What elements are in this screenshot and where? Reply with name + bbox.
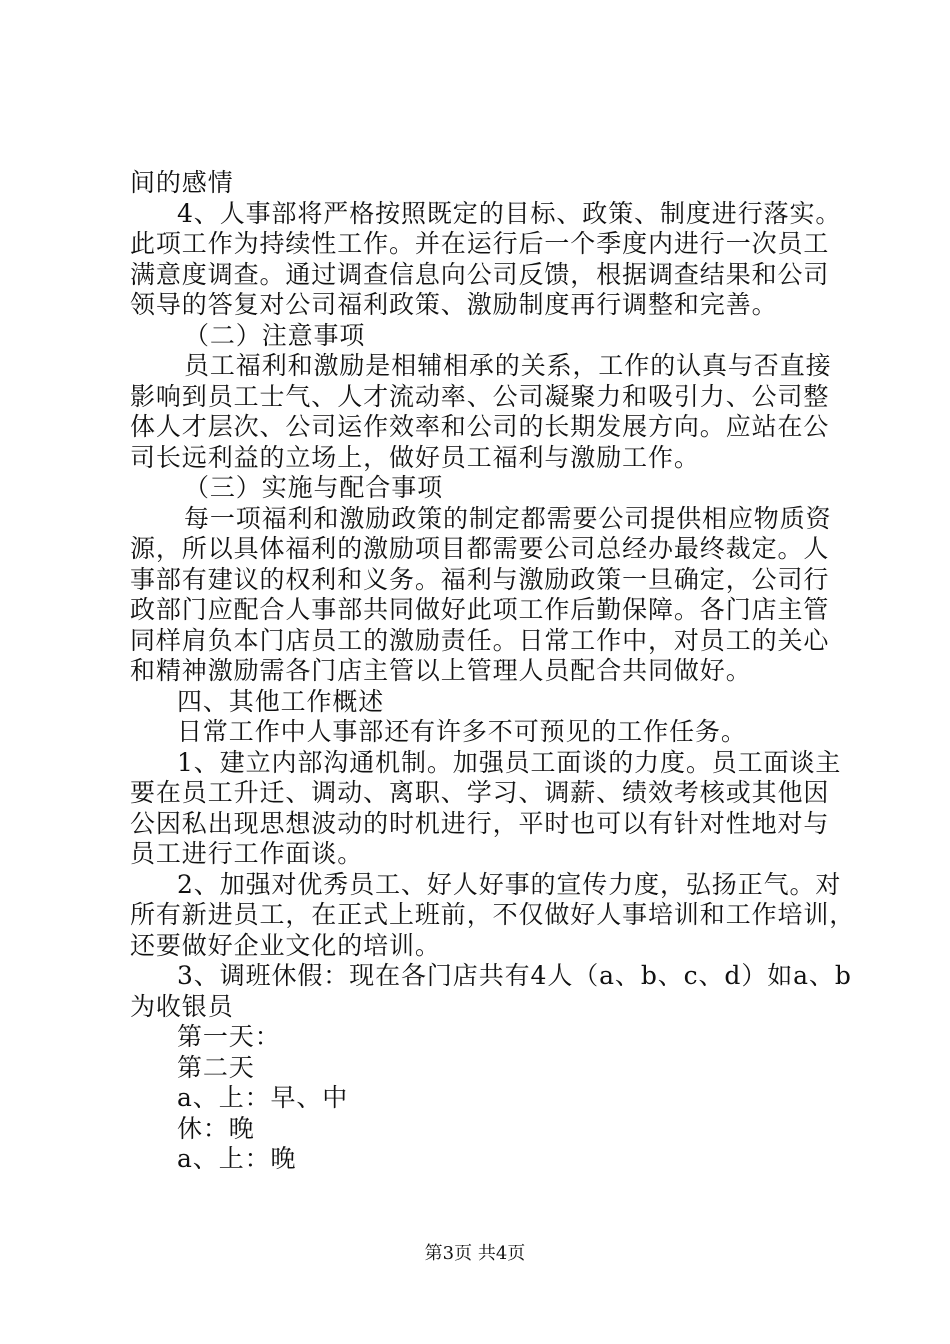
schedule-line: a、上：早、中 [177, 1083, 349, 1112]
text-line: 公因私出现思想波动的时机进行，平时也可以有针对性地对与 [130, 808, 830, 838]
text-line: 事部有建议的权利和义务。福利与激励政策一旦确定，公司行 [130, 564, 830, 594]
schedule-line: 第一天： [177, 1022, 281, 1051]
schedule-line: 休：晚 [177, 1113, 255, 1143]
text-line: 2、加强对优秀员工、好人好事的宣传力度，弘扬正气。对 [177, 869, 842, 899]
document-body [130, 168, 856, 1175]
text-line: 所有新进员工，在正式上班前，不仅做好人事培训和工作培训， [130, 900, 856, 929]
text-line: 员工福利和激励是相辅相承的关系，工作的认真与否直接 [184, 351, 832, 380]
schedule-line: a、上：晚 [177, 1144, 297, 1173]
page-number: 第3页 共4页 [424, 1243, 526, 1264]
text-line: 领导的答复对公司福利政策、激励制度再行调整和完善。 [130, 290, 778, 319]
text-line: 体人才层次、公司运作效率和公司的长期发展方向。应站在公 [130, 412, 830, 441]
text-line: 影响到员工士气、人才流动率、公司凝聚力和吸引力、公司整 [130, 381, 830, 411]
text-line: 为收银员 [130, 991, 234, 1021]
text-line: 此项工作为持续性工作。并在运行后一个季度内进行一次员工 [130, 229, 830, 258]
text-line: 员工进行工作面谈。 [130, 839, 364, 868]
page-footer [0, 1242, 950, 1266]
text-line: 政部门应配合人事部共同做好此项工作后勤保障。各门店主管 [130, 595, 830, 624]
text-line: 和精神激励需各门店主管以上管理人员配合共同做好。 [130, 656, 752, 685]
text-line: 司长远利益的立场上，做好员工福利与激励工作。 [130, 442, 700, 472]
section-heading: （三）实施与配合事项 [184, 473, 444, 502]
text-line: 源，所以具体福利的激励项目都需要公司总经办最终裁定。人 [130, 534, 830, 563]
text-line: 1、建立内部沟通机制。加强员工面谈的力度。员工面谈主 [177, 747, 842, 777]
text-line: 满意度调查。通过调查信息向公司反馈，根据调查结果和公司 [130, 259, 830, 289]
schedule-line: 第二天 [177, 1052, 255, 1082]
text-line: 还要做好企业文化的培训。 [130, 930, 441, 960]
section-heading: （二）注意事项 [184, 320, 366, 350]
text-line: 同样肩负本门店员工的激励责任。日常工作中，对员工的关心 [130, 625, 830, 655]
text-line: 日常工作中人事部还有许多不可预见的工作任务。 [177, 717, 747, 746]
text-line: 间的感情 [130, 168, 234, 197]
text-line: 要在员工升迁、调动、离职、学习、调薪、绩效考核或其他因 [130, 778, 830, 807]
text-line: 3、调班休假：现在各门店共有4人（a、b、c、d）如a、b [177, 961, 852, 990]
text-line: 4、人事部将严格按照既定的目标、政策、制度进行落实。 [177, 198, 842, 228]
text-line: 每一项福利和激励政策的制定都需要公司提供相应物质资 [184, 503, 832, 533]
section-heading: 四、其他工作概述 [177, 686, 385, 716]
